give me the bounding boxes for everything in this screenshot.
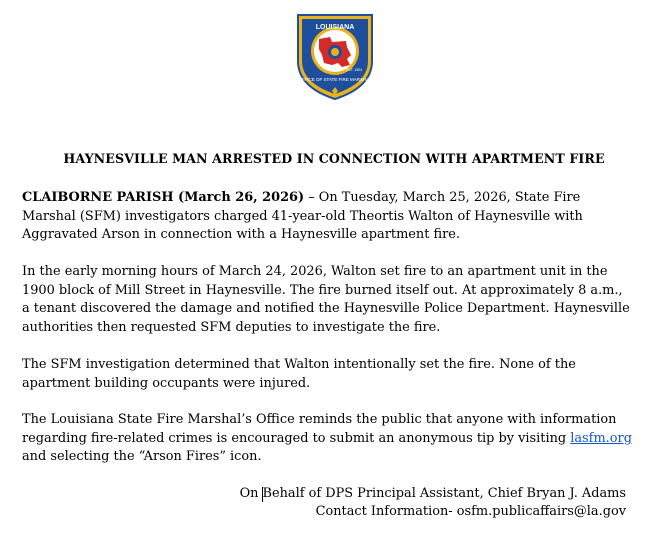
signature-line-1: On Behalf of DPS Principal Assistant, Chief Bryan J. Adams — [239, 486, 626, 501]
logo-established: EST. 1904 — [345, 68, 363, 72]
logo-text-top: LOUISIANA — [315, 24, 355, 31]
paragraph-1-text: – On Tuesday, March 25, 2026, State Fire Marshal (SFM) investigators charged 41-year-old Theortis Walton of Haynesville with Aggravated Arson in connection with a Haynesville apartment fire. — [22, 190, 583, 243]
logo-text-bottom: OFFICE OF STATE FIRE MARSHAL — [298, 77, 372, 82]
paragraph-4 — [22, 411, 634, 467]
lasfm-link[interactable]: lasfm.org — [570, 430, 632, 446]
paragraph-1 — [22, 189, 634, 245]
dateline: CLAIBORNE PARISH (March 26, 2026) — [22, 190, 305, 205]
paragraph-4-text-before: The Louisiana State Fire Marshal’s Office reminds the public that anyone with information regarding fire-related crimes is encouraged to submit an anonymous tip by visiting — [22, 412, 617, 446]
press-release-headline: HAYNESVILLE MAN ARRESTED IN CONNECTION WITH APARTMENT FIRE — [63, 151, 605, 166]
paragraph-4-text-after: and selecting the “Arson Fires” icon. — [22, 449, 262, 465]
fire-marshal-badge-logo — [294, 9, 376, 101]
paragraph-2: In the early morning hours of March 24, 2026, Walton set fire to an apartment unit in the 1900 block of Mill Street in Haynesville. The fire burned itself out. At approximately 8 a.m., a tenant discovered the damage and notified the Haynesville Police Department. Haynesville authorities then requested SFM deputies to investigate the fire. — [22, 264, 630, 335]
paragraph-3: The SFM investigation determined that Walton intentionally set the fire. None of the apartment building occupants were injured. — [22, 357, 576, 391]
signature-line-2: Contact Information- osfm.publicaffairs@la.gov — [315, 504, 626, 519]
